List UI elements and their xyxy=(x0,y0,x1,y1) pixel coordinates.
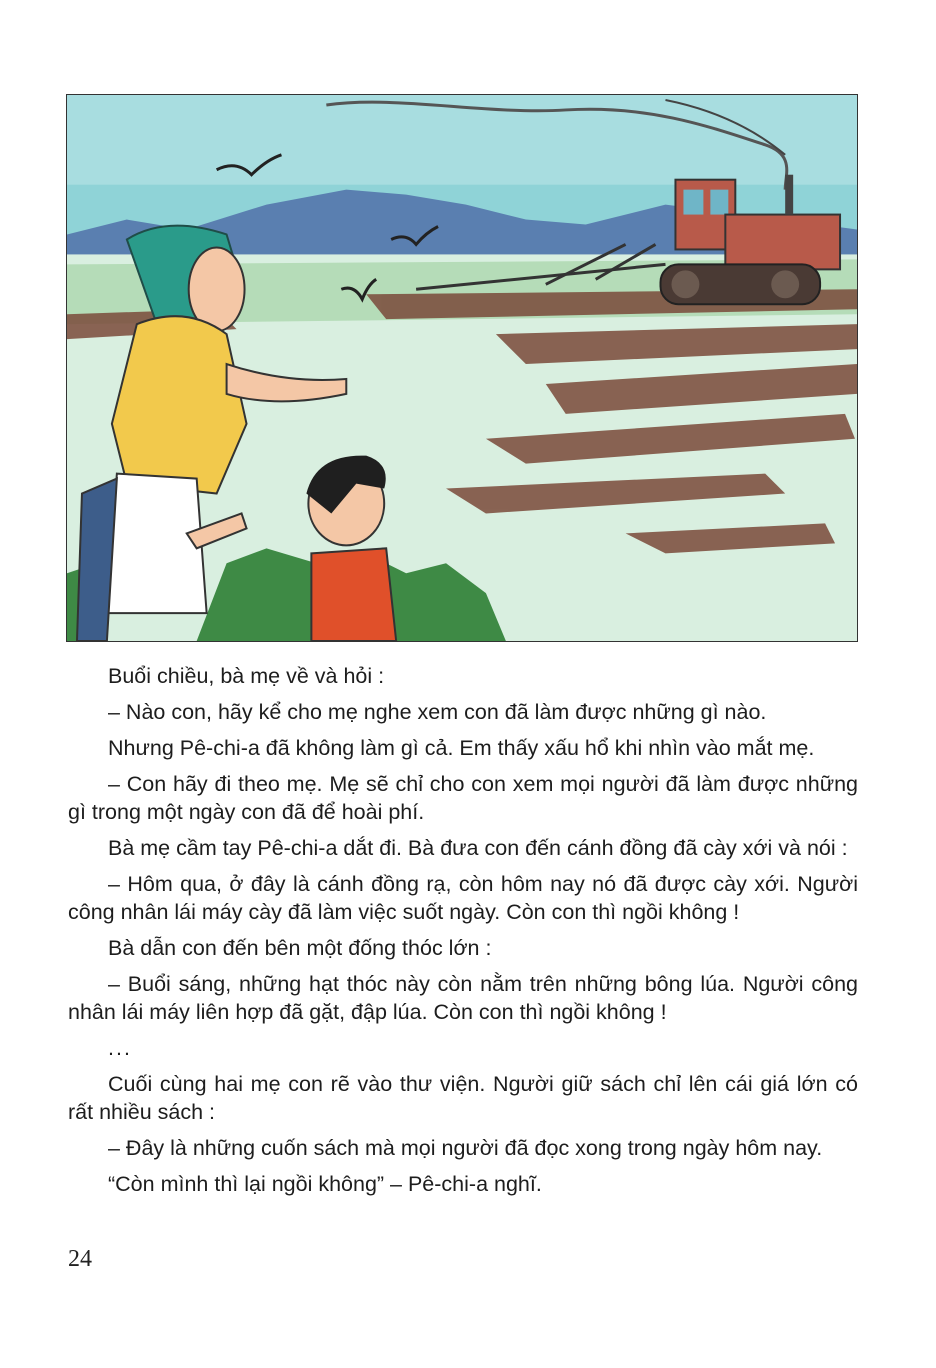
paragraph: Bà mẹ cầm tay Pê-chi-a dắt đi. Bà đưa con đến cánh đồng đã cày xới và nói : xyxy=(108,836,848,860)
ellipsis: ... xyxy=(108,1036,132,1060)
paragraph: – Con hãy đi theo mẹ. Mẹ sẽ chỉ cho con xem mọi người đã làm được những gì trong một ngày con đã để hoài phí. xyxy=(68,772,858,824)
paragraph: Cuối cùng hai mẹ con rẽ vào thư viện. Người giữ sách chỉ lên cái giá lớn có rất nhiều sách : xyxy=(68,1072,858,1124)
paragraph: – Nào con, hãy kể cho mẹ nghe xem con đã làm được những gì nào. xyxy=(108,700,767,724)
paragraph: – Đây là những cuốn sách mà mọi người đã đọc xong trong ngày hôm nay. xyxy=(108,1136,823,1160)
paragraph: – Hôm qua, ở đây là cánh đồng rạ, còn hôm nay nó đã được cày xới. Người công nhân lái máy cày đã làm việc suốt ngày. Còn con thì ngồi không ! xyxy=(68,872,858,924)
paragraph: Nhưng Pê-chi-a đã không làm gì cả. Em thấy xấu hổ khi nhìn vào mắt mẹ. xyxy=(108,736,815,760)
paragraph: “Còn mình thì lại ngồi không” – Pê-chi-a nghĩ. xyxy=(108,1172,542,1196)
paragraph: Bà dẫn con đến bên một đống thóc lớn : xyxy=(108,936,492,960)
paragraph: Buổi chiều, bà mẹ về và hỏi : xyxy=(108,664,385,688)
paragraph: – Buổi sáng, những hạt thóc này còn nằm trên những bông lúa. Người công nhân lái máy liên hợp đã gặt, đập lúa. Còn con thì ngồi không ! xyxy=(68,972,858,1024)
field-tractor-illustration-icon xyxy=(67,95,857,641)
story-illustration xyxy=(66,94,858,642)
story-text xyxy=(68,662,858,1206)
page-number: 24 xyxy=(68,1246,92,1272)
